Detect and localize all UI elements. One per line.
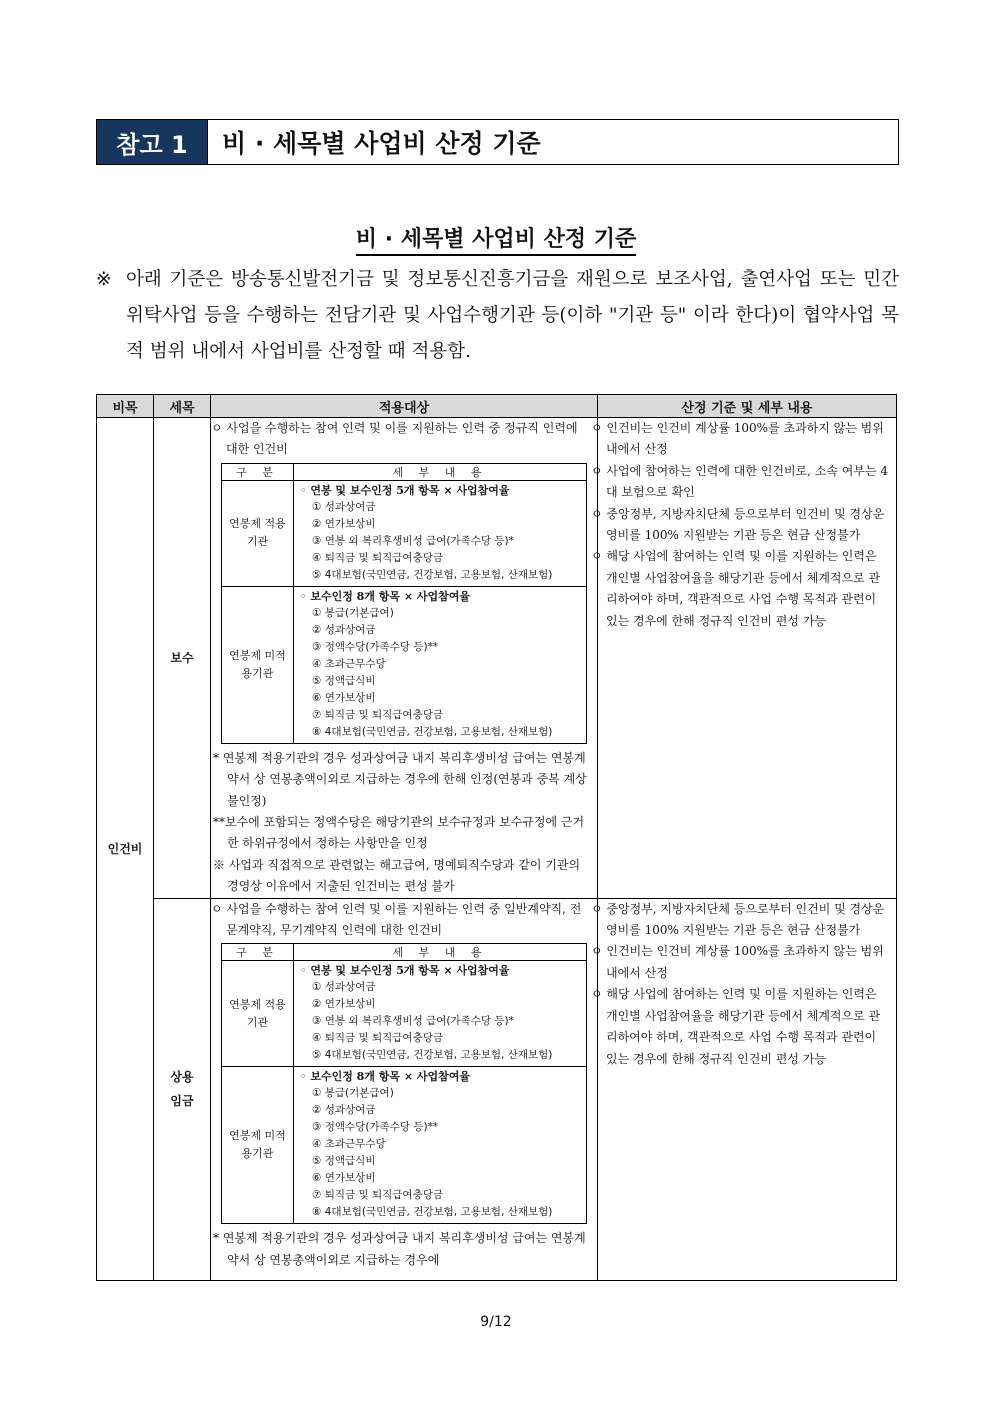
footnote: **보수에 포함되는 정액수당은 해당기관의 보수규정과 보수규정에 근거한 하위규정에서 정하는 사항만을 인정 (213, 815, 585, 851)
document-title: 비 · 세목별 사업비 산정 기준 (0, 222, 992, 253)
pay-item: ② 성과상여금 (312, 623, 376, 636)
pay-item-formula: ◦ 연봉 및 보수인정 5개 항목 × 사업참여율 (300, 483, 510, 497)
target-intro: ㅇ 사업을 수행하는 참여 인력 및 이를 지원하는 인력 중 정규직 인력에 대한 인건비 (211, 421, 578, 457)
pay-item-list (294, 1067, 587, 1224)
pay-item: ④ 퇴직금 및 퇴직급여충당금 (312, 551, 443, 564)
target-cell (211, 898, 598, 1280)
inner-header: 세 부 내 용 (294, 944, 587, 961)
criteria-item: ㅇ 해당 사업에 참여하는 인력 및 이를 지원하는 인력은 개인별 사업참여율을 해당기관 등에서 체계적으로 관리하여야 하며, 객관적으로 사업 수행 목적과 관련이 있는 경우에 한해 정규직 인건비 편성 가능 (591, 987, 881, 1066)
col-header-subcategory: 세목 (154, 395, 211, 418)
pay-item: ⑧ 4대보험(국민연금, 건강보험, 고용보험, 산재보험) (312, 1206, 553, 1219)
pay-items-table (221, 463, 587, 744)
section-tag: 참고 1 (97, 120, 208, 164)
pay-item: ① 성과상여금 (312, 500, 376, 513)
pay-item-list (294, 961, 587, 1067)
target-intro: ㅇ 사업을 수행하는 참여 인력 및 이를 지원하는 인력 중 일반계약직, 전문계약직, 무기계약직 인력에 대한 인건비 (211, 901, 582, 938)
subcategory-cell: 상용 임금 (154, 898, 211, 1280)
pay-item: ② 연가보상비 (312, 998, 376, 1011)
pay-item: ① 봉급(기본급여) (312, 1087, 394, 1100)
reference-mark: ※ (96, 269, 112, 290)
pay-item-formula: ◦ 보수인정 8개 항목 × 사업참여율 (300, 1070, 471, 1084)
inner-header: 세 부 내 용 (294, 463, 587, 480)
budget-criteria-table (96, 394, 897, 1281)
category-cell: 인건비 (97, 418, 154, 1281)
inner-header: 구 분 (222, 463, 294, 480)
pay-item: ⑤ 4대보험(국민연금, 건강보험, 고용보험, 산재보험) (312, 568, 553, 581)
pay-item-formula: ◦ 연봉 및 보수인정 5개 항목 × 사업참여율 (300, 964, 510, 978)
intro-paragraph (96, 262, 899, 370)
pay-item: ② 연가보상비 (312, 517, 376, 530)
table-header-row (97, 395, 897, 418)
target-cell (211, 418, 598, 899)
criteria-item: ㅇ 인건비는 인건비 계상률 100%를 초과하지 않는 범위 내에서 산정 (591, 421, 884, 457)
pay-item: ⑥ 연가보상비 (312, 1172, 376, 1185)
pay-item: ④ 퇴직금 및 퇴직급여충당금 (312, 1032, 443, 1045)
pay-item: ⑤ 정액급식비 (312, 1155, 376, 1168)
pay-item: ④ 초과근무수당 (312, 657, 386, 670)
pay-item: ⑦ 퇴직금 및 퇴직급여충당금 (312, 1189, 443, 1202)
criteria-cell (591, 898, 897, 1280)
col-header-target: 적용대상 (211, 395, 598, 418)
pay-items-table (221, 943, 587, 1224)
org-type-label: 연봉제 미적용기관 (222, 586, 294, 743)
pay-item-list (294, 586, 587, 743)
criteria-item: ㅇ 사업에 참여하는 인력에 대한 인건비로, 소속 여부는 4대 보험으로 확인 (591, 463, 888, 500)
subcategory-cell: 보수 (154, 418, 211, 899)
pay-item: ⑧ 4대보험(국민연금, 건강보험, 고용보험, 산재보험) (312, 725, 553, 738)
section-title: 비 · 세목별 사업비 산정 기준 (222, 129, 541, 158)
org-type-label: 연봉제 적용기관 (222, 480, 294, 586)
pay-item: ② 성과상여금 (312, 1104, 376, 1117)
pay-item: ① 봉급(기본급여) (312, 606, 394, 619)
org-type-label: 연봉제 미적용기관 (222, 1067, 294, 1224)
pay-item: ③ 정액수당(가족수당 등)** (312, 1121, 439, 1134)
col-header-criteria: 산정 기준 및 세부 내용 (598, 395, 897, 418)
pay-item: ⑤ 정액급식비 (312, 674, 376, 687)
footnote: * 연봉제 적용기관의 경우 성과상여금 내지 복리후생비성 급여는 연봉계약서 상 연봉총액이외로 지급하는 경우에 한해 인정(연봉과 중복 계상 불인정) (213, 750, 587, 808)
pay-item: ③ 정액수당(가족수당 등)** (312, 640, 439, 653)
col-header-category: 비목 (97, 395, 154, 418)
org-type-label: 연봉제 적용기관 (222, 961, 294, 1067)
footnote: * 연봉제 적용기관의 경우 성과상여금 내지 복리후생비성 급여는 연봉계약서 상 연봉총액이외로 지급하는 경우에 (213, 1231, 586, 1267)
inner-header: 구 분 (222, 944, 294, 961)
intro-text: 아래 기준은 방송통신발전기금 및 정보통신진흥기금을 재원으로 보조사업, 출연사업 또는 민간위탁사업 등을 수행하는 전담기관 및 사업수행기관 등(이하 "기관 등" 이라 한다)이 협약사업 목적 범위 내에서 사업비를 산정할 때 적용함. (126, 269, 899, 362)
section-header (96, 119, 899, 165)
pay-item: ③ 연봉 외 복리후생비성 급여(가족수당 등)* (312, 1015, 514, 1028)
pay-item: ④ 초과근무수당 (312, 1138, 386, 1151)
pay-item: ① 성과상여금 (312, 981, 376, 994)
page-number: 9/12 (480, 1314, 512, 1330)
pay-item-list (294, 480, 587, 586)
criteria-item: ㅇ 중앙정부, 지방자치단체 등으로부터 인건비 및 경상운영비를 100% 지원받는 기관 등은 현금 산정불가 (591, 506, 885, 543)
criteria-item: ㅇ 중앙정부, 지방자치단체 등으로부터 인건비 및 경상운영비를 100% 지원받는 기관 등은 현금 산정불가 (591, 901, 885, 938)
table-row (97, 418, 897, 899)
criteria-cell (591, 418, 897, 899)
pay-item: ⑦ 퇴직금 및 퇴직급여충당금 (312, 708, 443, 721)
criteria-item: ㅇ 인건비는 인건비 계상률 100%를 초과하지 않는 범위 내에서 산정 (591, 944, 884, 980)
footnote: ※ 사업과 직접적으로 관련없는 해고급여, 명예퇴직수당과 같이 기관의 경영상 이유에서 지출된 인건비는 편성 불가 (213, 857, 581, 894)
pay-item: ⑤ 4대보험(국민연금, 건강보험, 고용보험, 산재보험) (312, 1049, 553, 1062)
pay-item-formula: ◦ 보수인정 8개 항목 × 사업참여율 (300, 589, 471, 603)
pay-item: ③ 연봉 외 복리후생비성 급여(가족수당 등)* (312, 534, 514, 547)
table-row (97, 898, 897, 1280)
pay-item: ⑥ 연가보상비 (312, 691, 376, 704)
criteria-item: ㅇ 해당 사업에 참여하는 인력 및 이를 지원하는 인력은 개인별 사업참여율을 해당기관 등에서 체계적으로 관리하여야 하며, 객관적으로 사업 수행 목적과 관련이 있는 경우에 한해 정규직 인건비 편성 가능 (591, 549, 881, 628)
